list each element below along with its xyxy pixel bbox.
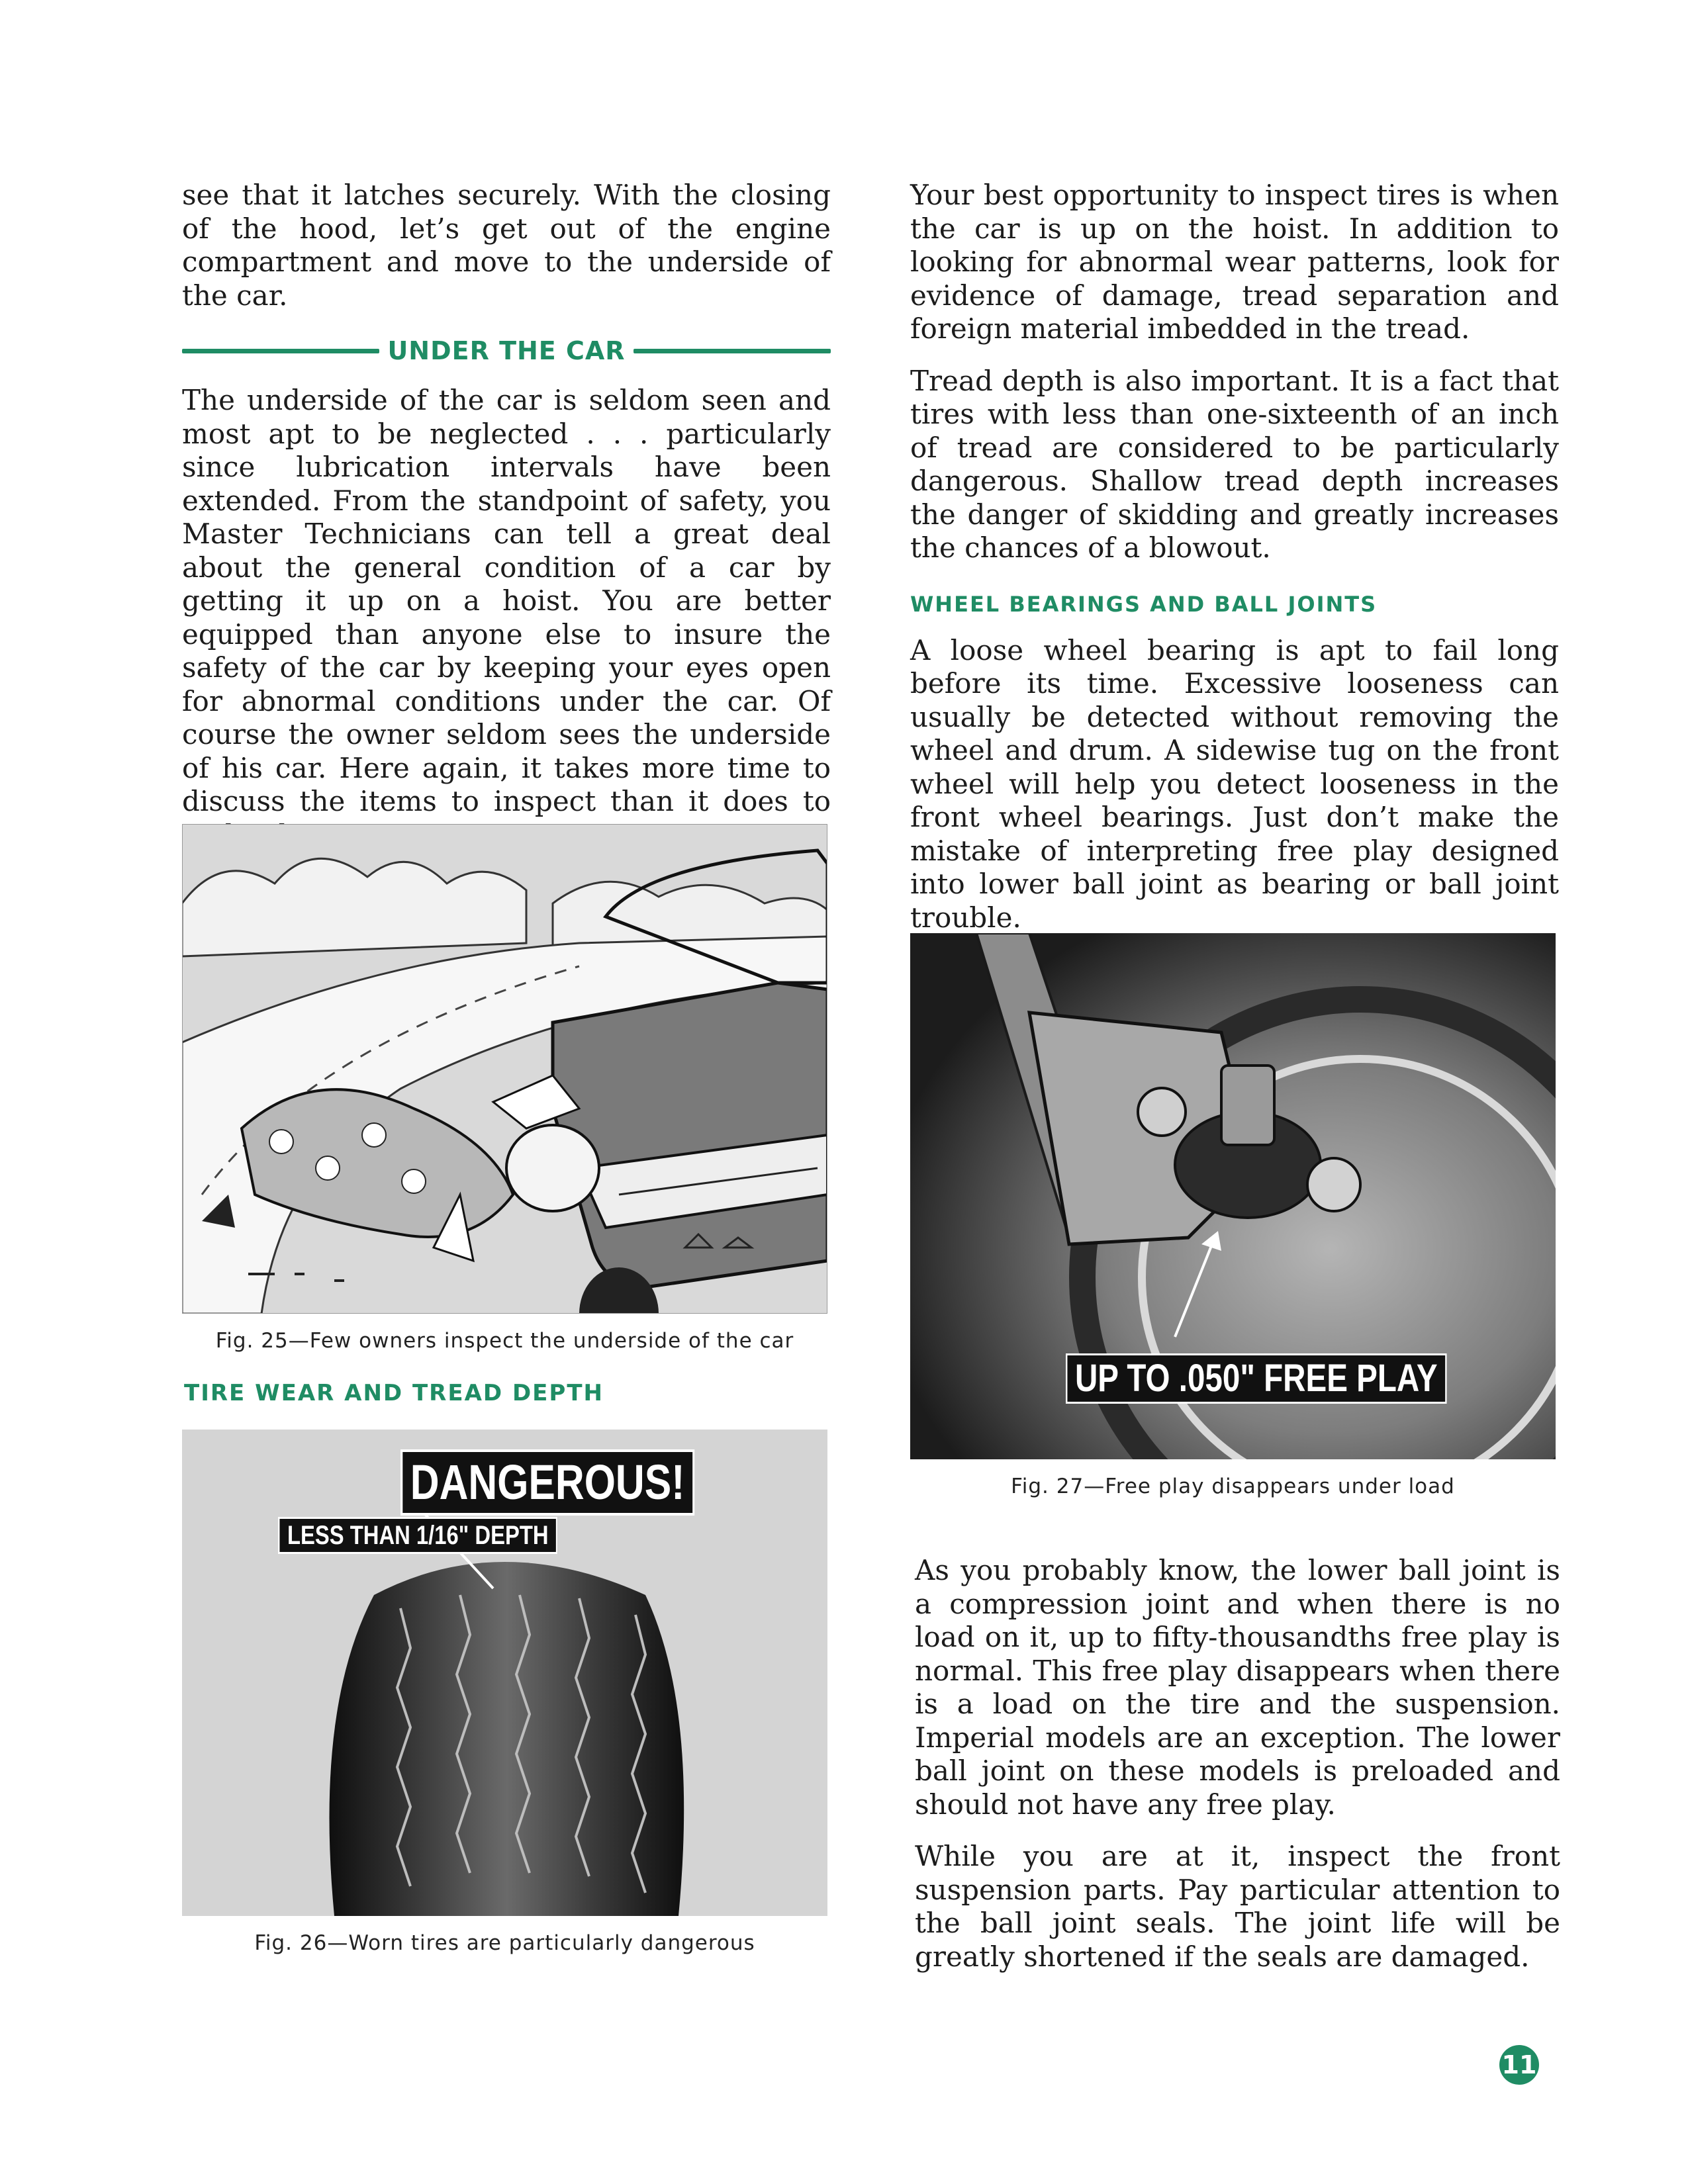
fig25-caption: Fig. 25—Few owners inspect the underside of the car — [215, 1329, 794, 1353]
heading-rule-right — [633, 349, 831, 353]
heading-rule-left — [182, 349, 379, 353]
ball-joint-paragraph-2: While you are at it, inspect the front suspension parts. Pay particular attention to the ball joint seals. The joint life will be greatly shortened if the seals are damaged. — [915, 1840, 1560, 1973]
fig27-label-free-play: UP TO .050" FREE PLAY — [1066, 1353, 1447, 1404]
page-number-badge: 11 — [1499, 2045, 1539, 2085]
right-column-upper — [910, 179, 1559, 934]
wheel-bearings-heading: WHEEL BEARINGS AND BALL JOINTS — [910, 591, 1378, 617]
under-car-paragraph: The underside of the car is seldom seen and most apt to be neglected . . . particularly since lubrication intervals have been extended. From the standpoint of safety, you Master Technicians can tell a great deal about the general condition of a car by getting it up on a hoist. You are better equipped than anyone else to insure the safety of the car by keeping your eyes open for abnormal conditions under the car. Of course the owner seldom sees the underside of his car. Here again, it takes more time to discuss the items to inspect than it does to — [182, 384, 831, 817]
fig26-photo — [182, 1430, 827, 1916]
fig25-illustration — [182, 824, 827, 1314]
fig26-caption: Fig. 26—Worn tires are particularly dangerous — [254, 1931, 755, 1955]
section-heading-under-the-car — [182, 335, 831, 367]
intro-paragraph: see that it latches securely. With the closing of the hood, let’s get out of the engine compartment and move to the underside of the car. — [182, 179, 831, 312]
section-title: UNDER THE CAR — [387, 336, 626, 365]
tires-paragraph-1: Your best opportunity to inspect tires is when the car is up on the hoist. In addition to looking for abnormal wear patterns, look for evidence of damage, tread separation and foreign material imbedded in the tread. — [910, 179, 1559, 345]
fig26-label-depth: LESS THAN 1/16" DEPTH — [278, 1517, 558, 1554]
fig27-caption: Fig. 27—Free play disappears under load — [1011, 1475, 1455, 1498]
bearings-paragraph: A loose wheel bearing is apt to fail long before its time. Excessive looseness can usually be detected without removing the wheel and drum. A sidewise tug on the front wheel will help you detect looseness in the front wheel bearings. Just don’t make the mistake of interpreting free play designed into lower ball joint as bearing or ball joint trouble. — [910, 633, 1559, 934]
right-column-lower — [915, 1554, 1560, 1974]
tire-wear-heading: TIRE WEAR AND TREAD DEPTH — [184, 1380, 604, 1406]
ball-joint-paragraph-1: As you probably know, the lower ball joint is a compression joint and when there is no load on it, up to fifty-thousandths free play is normal. This free play disappears when there is a load on the tire and the suspension. Imperial models are an exception. The lower ball joint on these models is preloaded and should not have any free play. — [915, 1554, 1560, 1821]
left-column — [182, 179, 831, 852]
fig26-label-dangerous: DANGEROUS! — [400, 1449, 694, 1516]
tires-paragraph-2: Tread depth is also important. It is a fact that tires with less than one-sixteenth of an inch of tread are considered to be particularly dangerous. Shallow tread depth increases the danger of skidding and greatly increases the chances of a blowout. — [910, 364, 1559, 564]
fig27-photo — [910, 933, 1556, 1459]
